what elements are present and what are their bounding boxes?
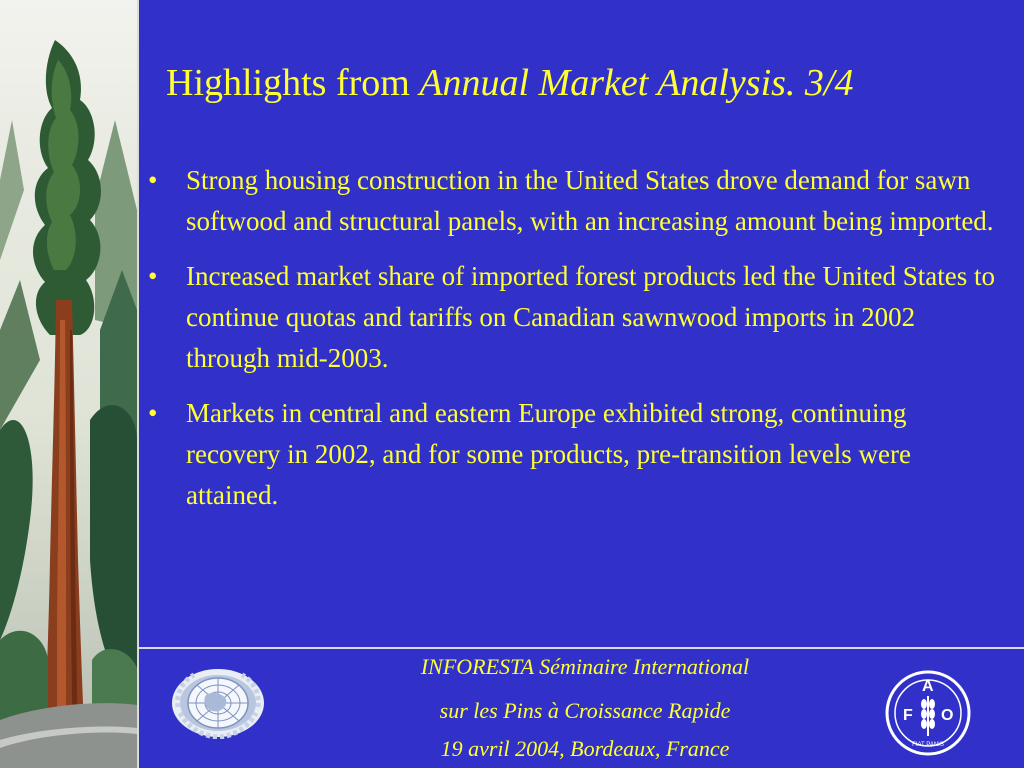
slide-title [166, 58, 1006, 108]
bullet-item [148, 160, 998, 242]
bullet-item [148, 393, 998, 516]
footer-line-3: 19 avril 2004, Bordeaux, France [440, 736, 730, 761]
footer-line-1: INFORESTA Séminaire International [420, 654, 750, 679]
fao-letter-a: A [922, 678, 934, 695]
footer-divider [137, 647, 1024, 649]
footer-line-2: sur les Pins à Croissance Rapide [439, 698, 731, 723]
forest-photo [0, 0, 139, 768]
fao-motto: FIAT PANIS [912, 742, 944, 748]
un-emblem-icon [170, 667, 266, 739]
forest-illustration [0, 0, 137, 768]
bullet-text: Strong housing construction in the United States drove demand for sawn softwood and structural panels, with an increasing amount being imported. [186, 165, 994, 236]
fao-letter-f: F [903, 707, 913, 724]
bullet-marker: • [148, 261, 158, 291]
fao-emblem-icon [885, 670, 971, 756]
bullet-text: Markets in central and eastern Europe exhibited strong, continuing recovery in 2002, and for some products, pre-transition levels were attained. [186, 398, 912, 510]
bullet-item [148, 256, 998, 379]
title-italic: Annual Market Analysis. 3/4 [419, 62, 854, 104]
fao-letter-o: O [941, 707, 954, 724]
bullet-text: Increased market share of imported forest products led the United States to continue quotas and tariffs on Canadian sawnwood imports in 2002 through mid-2003. [186, 261, 995, 373]
bullet-list [148, 160, 998, 530]
title-plain: Highlights from [166, 62, 420, 104]
bullet-marker: • [148, 165, 158, 195]
bullet-marker: • [148, 398, 158, 428]
